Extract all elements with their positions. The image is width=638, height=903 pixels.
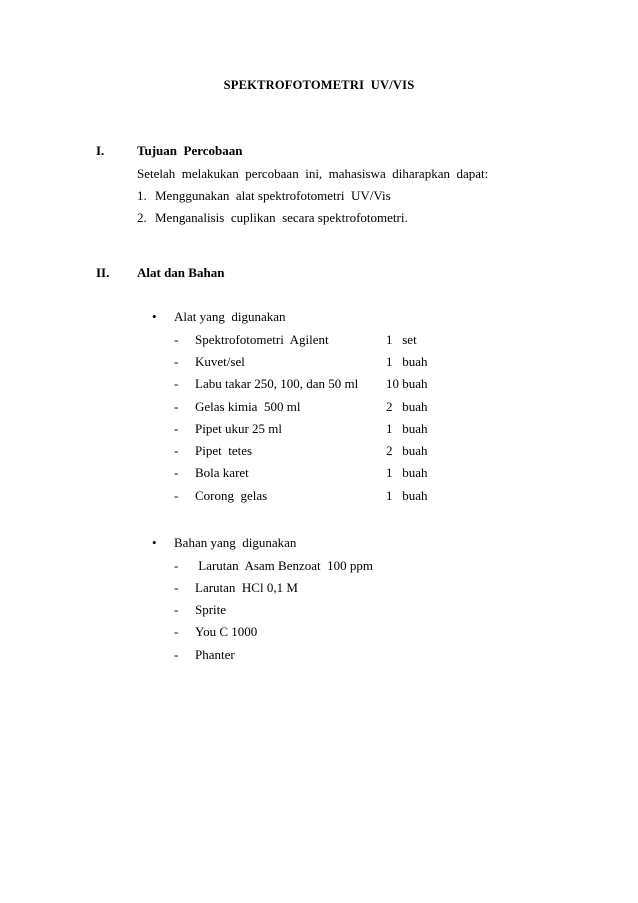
bahan-item-name: Larutan HCl 0,1 M [195, 580, 298, 595]
bahan-label: Bahan yang digunakan [174, 535, 297, 550]
section-2-numeral: II. [96, 265, 110, 280]
alat-item-qty: 10 buah [386, 376, 428, 391]
bahan-item-name: Larutan Asam Benzoat 100 ppm [195, 558, 373, 573]
alat-item-qty: 1 buah [386, 488, 428, 503]
bahan-item-name: Phanter [195, 647, 235, 662]
dash-marker: - [174, 624, 179, 639]
alat-item-qty: 1 buah [386, 421, 428, 436]
objective-text: Menganalisis cuplikan secara spektrofotometri. [155, 210, 408, 225]
dash-marker: - [174, 332, 179, 347]
dash-marker: - [174, 354, 179, 369]
dash-marker: - [174, 580, 179, 595]
alat-item-qty: 1 buah [386, 465, 428, 480]
objective-text: Menggunakan alat spektrofotometri UV/Vis [155, 188, 391, 203]
alat-label: Alat yang digunakan [174, 309, 286, 324]
dash-marker: - [174, 443, 179, 458]
section-1-intro: Setelah melakukan percobaan ini, mahasiswa diharapkan dapat: [137, 166, 489, 181]
alat-item-qty: 2 buah [386, 443, 428, 458]
dash-marker: - [174, 421, 179, 436]
section-1-heading: Tujuan Percobaan [137, 143, 243, 158]
alat-item-qty: 1 set [386, 332, 417, 347]
alat-item-name: Pipet ukur 25 ml [195, 421, 283, 436]
bahan-item-name: You C 1000 [195, 624, 258, 639]
objective-number: 2. [137, 210, 147, 225]
dash-marker: - [174, 558, 179, 573]
dash-marker: - [174, 647, 179, 662]
bahan-item-name: Sprite [195, 602, 227, 617]
alat-item-name: Gelas kimia 500 ml [195, 399, 301, 414]
alat-item-name: Pipet tetes [195, 443, 253, 458]
alat-item-name: Bola karet [195, 465, 249, 480]
dash-marker: - [174, 602, 179, 617]
dash-marker: - [174, 488, 179, 503]
alat-item-name: Spektrofotometri Agilent [195, 332, 329, 347]
bullet-icon: • [152, 535, 157, 550]
dash-marker: - [174, 399, 179, 414]
alat-item-name: Labu takar 250, 100, dan 50 ml [195, 376, 359, 391]
alat-item-qty: 2 buah [386, 399, 428, 414]
dash-marker: - [174, 465, 179, 480]
alat-item-name: Kuvet/sel [195, 354, 245, 369]
section-1-numeral: I. [96, 143, 105, 158]
dash-marker: - [174, 376, 179, 391]
section-2-heading: Alat dan Bahan [137, 265, 225, 280]
alat-item-name: Corong gelas [195, 488, 268, 503]
objective-number: 1. [137, 188, 147, 203]
document-title: SPEKTROFOTOMETRI UV/VIS [223, 78, 415, 92]
alat-item-qty: 1 buah [386, 354, 428, 369]
bullet-icon: • [152, 309, 157, 324]
